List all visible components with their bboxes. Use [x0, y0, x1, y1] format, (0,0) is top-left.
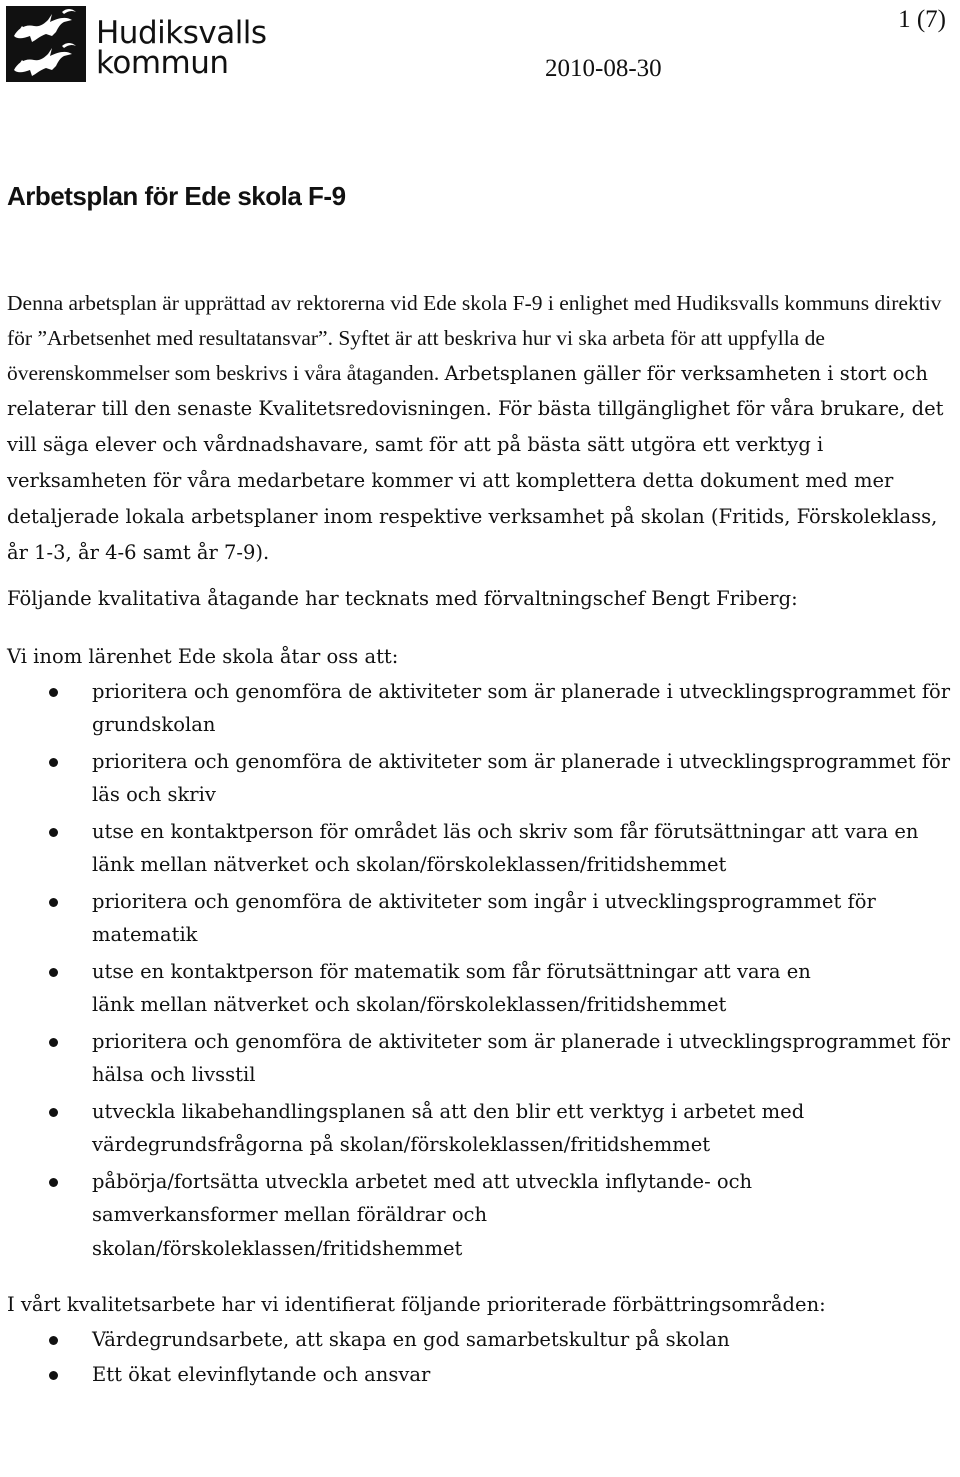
- list-item: prioritera och genomföra de aktiviteter som ingår i utvecklingsprogrammet för matematik: [7, 885, 957, 952]
- municipality-name: [96, 15, 267, 81]
- intro-paragraph: [7, 286, 957, 570]
- list-item: utse en kontaktperson för området läs och skriv som får förutsättningar att vara en länk mellan nätverket och skolan/förskoleklassen/fritidshemmet: [7, 815, 957, 882]
- list-item: Värdegrundsarbete, att skapa en god samarbetskultur på skolan: [7, 1323, 957, 1357]
- intro-part-1: Denna arbetsplan är upprättad av rektorerna vid Ede skola F-9 i enlighet med Hudiksvalls kommuns direktiv för ”Arbetsenhet med resultatansvar”. Syftet är att beskriva hur vi ska arbeta för att uppfylla de överenskommelser som beskrivs i våra åtaganden.: [7, 291, 942, 385]
- bullet-icon: [49, 1038, 58, 1047]
- document-body: [7, 286, 957, 1391]
- commitment-intro: Följande kvalitativa åtagande har tecknats med förvaltningschef Bengt Friberg:: [7, 587, 798, 611]
- goats-logo-icon: [6, 6, 86, 82]
- bullet-icon: [49, 1108, 58, 1117]
- improvement-intro: I vårt kvalitetsarbete har vi identifierat följande prioriterade förbättringsområden:: [7, 1293, 826, 1317]
- list-item: utse en kontaktperson för matematik som får förutsättningar att vara en länk mellan nätverket och skolan/förskoleklassen/fritidshemmet: [7, 955, 957, 1022]
- intro-part-2: Arbetsplanen gäller för verksamheten i stort och relaterar till den senaste Kvalitetsredovisningen. För bästa tillgänglighet för våra brukare, det vill säga elever och vårdnadshavare, samt för att på bästa sätt utgöra ett verktyg i verksamheten för våra medarbetare kommer vi att komplettera detta dokument med mer detaljerade lokala arbetsplaner inom respektive verksamhet på skolan (Fritids, Förskoleklass, år 1-3, år 4-6 samt år 7-9).: [7, 361, 944, 564]
- commitment-list: [7, 675, 957, 1266]
- list-item: utveckla likabehandlingsplanen så att den blir ett verktyg i arbetet med värdegrundsfrågorna på skolan/förskoleklassen/fritidshemmet: [7, 1095, 957, 1162]
- list-item: Ett ökat elevinflytande och ansvar: [7, 1358, 957, 1392]
- document-date: 2010-08-30: [545, 55, 662, 82]
- list-item: prioritera och genomföra de aktiviteter som är planerade i utvecklingsprogrammet för grundskolan: [7, 675, 957, 742]
- list-item: prioritera och genomföra de aktiviteter som är planerade i utvecklingsprogrammet för hälsa och livsstil: [7, 1025, 957, 1092]
- list-item: påbörja/fortsätta utveckla arbetet med att utveckla inflytande- och samverkansformer mellan föräldrar och skolan/förskoleklassen/fritidshemmet: [7, 1165, 957, 1266]
- bullet-icon: [49, 1178, 58, 1187]
- bullet-icon: [49, 898, 58, 907]
- bullet-icon: [49, 828, 58, 837]
- bullet-icon: [49, 758, 58, 767]
- document-title: Arbetsplan för Ede skola F-9: [7, 181, 346, 211]
- page-header: [0, 0, 960, 100]
- bullet-icon: [49, 968, 58, 977]
- bullet-icon: [49, 1336, 58, 1345]
- list-item: prioritera och genomföra de aktiviteter som är planerade i utvecklingsprogrammet för läs och skriv: [7, 745, 957, 812]
- bullet-icon: [49, 1371, 58, 1380]
- brand-line-1: Hudiksvalls: [96, 15, 267, 51]
- list-intro: Vi inom lärenhet Ede skola åtar oss att:: [7, 645, 399, 669]
- page-number: 1 (7): [898, 6, 946, 33]
- brand-line-2: kommun: [96, 45, 229, 81]
- improvement-list: [7, 1323, 957, 1391]
- bullet-icon: [49, 688, 58, 697]
